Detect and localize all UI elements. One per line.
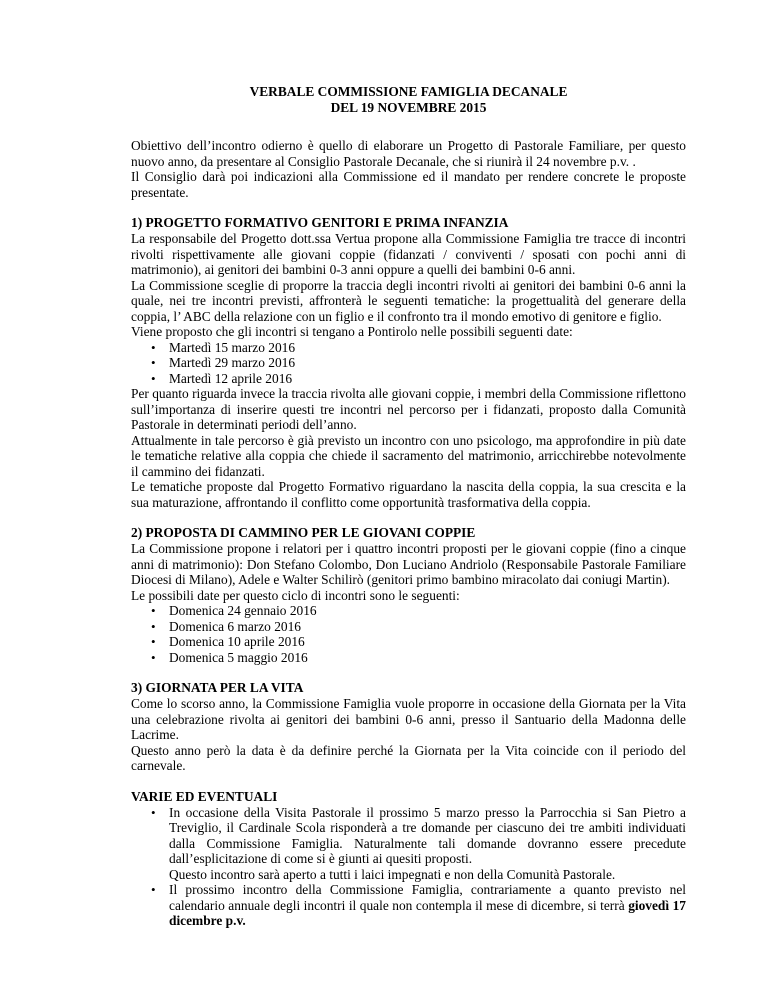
section-1-heading: 1) PROGETTO FORMATIVO GENITORI E PRIMA INFANZIA bbox=[131, 215, 509, 230]
intro-paragraph: Obiettivo dell’incontro odierno è quello di elaborare un Progetto di Pastorale Familiare, per questo nuovo anno, da presentare al Consiglio Pastorale Decanale, che si riunirà il 24 novembre p.v. . bbox=[131, 138, 686, 169]
varie-item-1-continuation: Questo incontro sarà aperto a tutti i laici impegnati e non della Comunità Pastorale. bbox=[169, 866, 616, 882]
section-2-paragraph: Le possibili date per questo ciclo di incontri sono le seguenti: bbox=[131, 587, 460, 603]
varie-list-2 bbox=[131, 882, 686, 929]
date-list-item: • Martedì 29 marzo 2016 bbox=[131, 355, 686, 371]
date-list-item: • Domenica 5 maggio 2016 bbox=[131, 650, 686, 666]
section-1-paragraph: La Commissione sceglie di proporre la traccia degli incontri rivolti ai genitori dei bambini 0-6 anni la quale, nei tre incontri previsti, affronterà le seguenti tematiche: la progettualità del generare della coppia, l’ ABC della relazione con un figlio e il confronto tra il mondo emotivo di genitore e figlio. bbox=[131, 277, 686, 324]
date-list-item: • Domenica 24 gennaio 2016 bbox=[131, 603, 686, 619]
section-1-paragraph: Attualmente in tale percorso è già previsto un incontro con uno psicologo, ma approfondire in più date le tematiche relative alla coppia che chiede il sacramento del matrimonio, arricchirebbe notevolmente il cammino dei fidanzati. bbox=[131, 432, 686, 479]
section-3-paragraph: Questo anno però la data è da definire perché la Giornata per la Vita coincide con il periodo del carnevale. bbox=[131, 742, 686, 773]
date-list-item: • Domenica 6 marzo 2016 bbox=[131, 619, 686, 635]
section-2-paragraph: La Commissione propone i relatori per i quattro incontri proposti per le giovani coppie (fino a cinque anni di matrimonio): Don Stefano Colombo, Don Luciano Andriolo (Responsabile Pastorale Familiare Diocesi di Milano), Adele e Walter Schilirò (genitori primo bambino miracolato dai coniugi Martin). bbox=[131, 541, 686, 587]
section-1-paragraph: Viene proposto che gli incontri si tengano a Pontirolo nelle possibili seguenti date: bbox=[131, 324, 573, 339]
date-list-item: • Domenica 10 aprile 2016 bbox=[131, 634, 686, 650]
title-line-2: DEL 19 NOVEMBRE 2015 bbox=[330, 100, 487, 115]
section-1-date-list bbox=[131, 340, 686, 387]
section-2-heading: 2) PROPOSTA DI CAMMINO PER LE GIOVANI COPPIE bbox=[131, 525, 476, 540]
varie-item-text: Il prossimo incontro della Commissione Famiglia, contrariamente a quanto previsto nel calendario annuale degli incontri il quale non contempla il mese di dicembre, si terrà bbox=[169, 882, 686, 913]
section-1-paragraph: La responsabile del Progetto dott.ssa Vertua propone alla Commissione Famiglia tre tracce di incontri rivolti rispettivamente alle giovani coppie (fidanzati / conviventi / sposati con pochi anni di matrimonio), ai genitori dei bambini 0-3 anni oppure a quelli dei bambini 0-6 anni. bbox=[131, 231, 686, 277]
date-list-item: • Martedì 15 marzo 2016 bbox=[131, 340, 686, 356]
title-line-1: VERBALE COMMISSIONE FAMIGLIA DECANALE bbox=[249, 84, 568, 99]
section-2-date-list bbox=[131, 603, 686, 665]
section-4-heading: VARIE ED EVENTUALI bbox=[131, 788, 278, 804]
section-3-paragraph: Come lo scorso anno, la Commissione Famiglia vuole proporre in occasione della Giornata per la Vita una celebrazione rivolta ai genitori dei bambini 0-6 anni, presso il Santuario della Madonna delle Lacrime. bbox=[131, 696, 686, 742]
varie-item-2 bbox=[131, 882, 686, 929]
date-list-item: • Martedì 12 aprile 2016 bbox=[131, 371, 686, 387]
section-3-heading: 3) GIORNATA PER LA VITA bbox=[131, 680, 304, 695]
section-1-paragraph: Le tematiche proposte dal Progetto Formativo riguardano la nascita della coppia, la sua crescita e la sua maturazione, affrontando il conflitto come opportunità trasformativa della coppia. bbox=[131, 479, 686, 510]
next-meeting-date: giovedì 17 dicembre p.v. bbox=[169, 897, 687, 928]
intro-paragraph-2: Il Consiglio darà poi indicazioni alla Commissione ed il mandato per rendere concrete le proposte presentate. bbox=[131, 169, 686, 200]
section-1-paragraph: Per quanto riguarda invece la traccia rivolta alle giovani coppie, i membri della Commissione riflettono sull’importanza di inserire questi tre incontri nel percorso per i fidanzati, proposto dalla Comunità Pastorale in determinati periodi dell’anno. bbox=[131, 386, 686, 432]
varie-list bbox=[131, 805, 686, 867]
varie-item-text: In occasione della Visita Pastorale il prossimo 5 marzo presso la Parrocchia si San Pietro a Treviglio, il Cardinale Scola risponderà a tre domande per ciascuno dei tre ambiti individuati dalla Commissione Famiglia. Naturalmente tali domande dovranno essere precedute dall’esplicitazione di come si è giunti ai quesiti proposti. bbox=[169, 804, 686, 866]
varie-item-1 bbox=[131, 805, 686, 867]
